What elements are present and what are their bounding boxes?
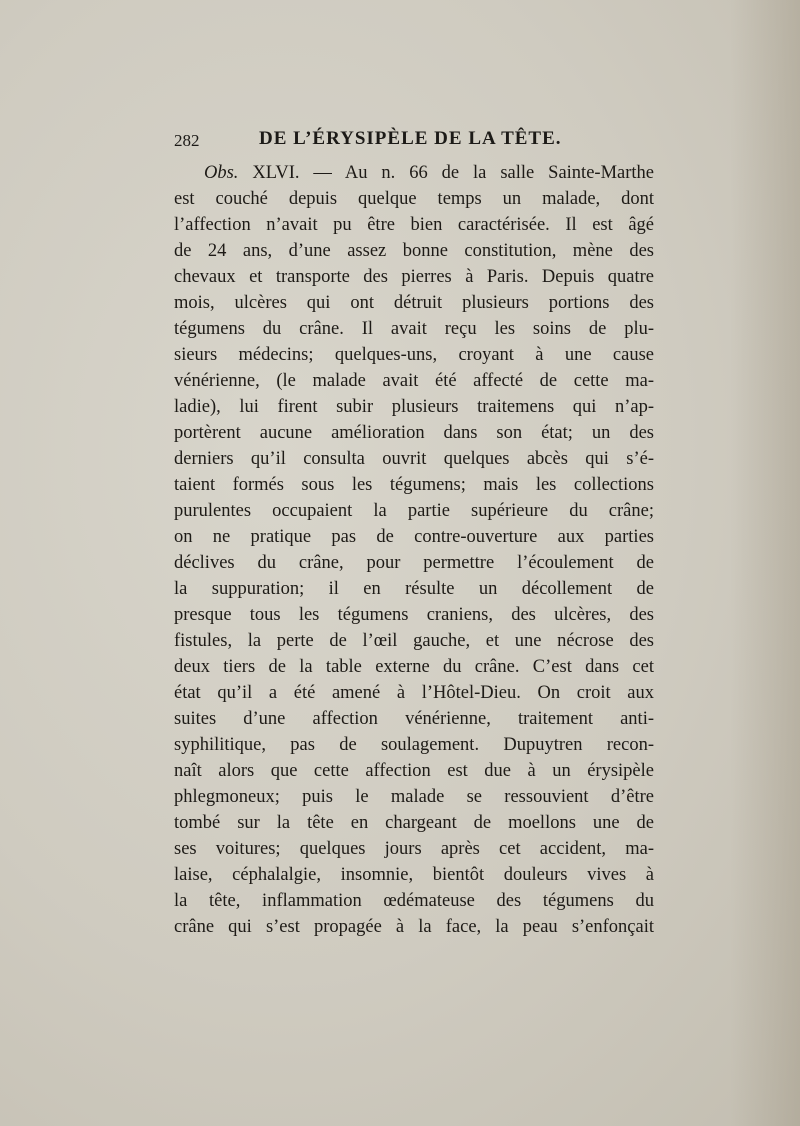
text-line: crâne qui s’est propagée à la face, la peau s’enfonçait: [174, 917, 654, 937]
text-line: on ne pratique pas de contre-ouverture aux parties: [174, 527, 654, 547]
running-head: DE L’ÉRYSIPÈLE DE LA TÊTE.: [259, 128, 562, 149]
body-text: [174, 160, 654, 940]
text-line: sieurs médecins; quelques-uns, croyant à une cause: [174, 345, 654, 365]
text-line: fistules, la perte de l’œil gauche, et une nécrose des: [174, 631, 654, 651]
page-edge-shadow: [730, 0, 800, 1126]
page-number: 282: [174, 131, 200, 150]
text-line: de 24 ans, d’une assez bonne constitution, mène des: [174, 241, 654, 261]
text-line: taient formés sous les tégumens; mais les collections: [174, 475, 654, 495]
text-line: vénérienne, (le malade avait été affecté de cette ma-: [174, 371, 654, 391]
text-line: naît alors que cette affection est due à un érysipèle: [174, 761, 654, 781]
text-line: purulentes occupaient la partie supérieure du crâne;: [174, 501, 654, 521]
text-line: chevaux et transporte des pierres à Paris. Depuis quatre: [174, 267, 654, 287]
text-line: deux tiers de la table externe du crâne. C’est dans cet: [174, 657, 654, 677]
text-line: l’affection n’avait pu être bien caractérisée. Il est âgé: [174, 215, 654, 235]
text-line: est couché depuis quelque temps un malade, dont: [174, 189, 654, 209]
text-line: la suppuration; il en résulte un décollement de: [174, 579, 654, 599]
text-line: mois, ulcères qui ont détruit plusieurs portions des: [174, 293, 654, 313]
text-line: ses voitures; quelques jours après cet accident, ma-: [174, 839, 654, 859]
text-line: ladie), lui firent subir plusieurs traitemens qui n’ap-: [174, 397, 654, 417]
text-line: portèrent aucune amélioration dans son état; un des: [174, 423, 654, 443]
text-line: tombé sur la tête en chargeant de moellons une de: [174, 813, 654, 833]
text-line: la tête, inflammation œdémateuse des tégumens du: [174, 891, 654, 911]
text-line: Obs. XLVI. — Au n. 66 de la salle Sainte-Marthe: [204, 163, 654, 183]
text-line: laise, céphalalgie, insomnie, bientôt douleurs vives à: [174, 865, 654, 885]
text-line: phlegmoneux; puis le malade se ressouvient d’être: [174, 787, 654, 807]
text-line: état qu’il a été amené à l’Hôtel-Dieu. On croit aux: [174, 683, 654, 703]
text-line: derniers qu’il consulta ouvrit quelques abcès qui s’é-: [174, 449, 654, 469]
page-header: [174, 128, 664, 158]
text-line: tégumens du crâne. Il avait reçu les soins de plu-: [174, 319, 654, 339]
text-line: déclives du crâne, pour permettre l’écoulement de: [174, 553, 654, 573]
text-line: presque tous les tégumens craniens, des ulcères, des: [174, 605, 654, 625]
text-line: syphilitique, pas de soulagement. Dupuytren recon-: [174, 735, 654, 755]
text-line: suites d’une affection vénérienne, traitement anti-: [174, 709, 654, 729]
